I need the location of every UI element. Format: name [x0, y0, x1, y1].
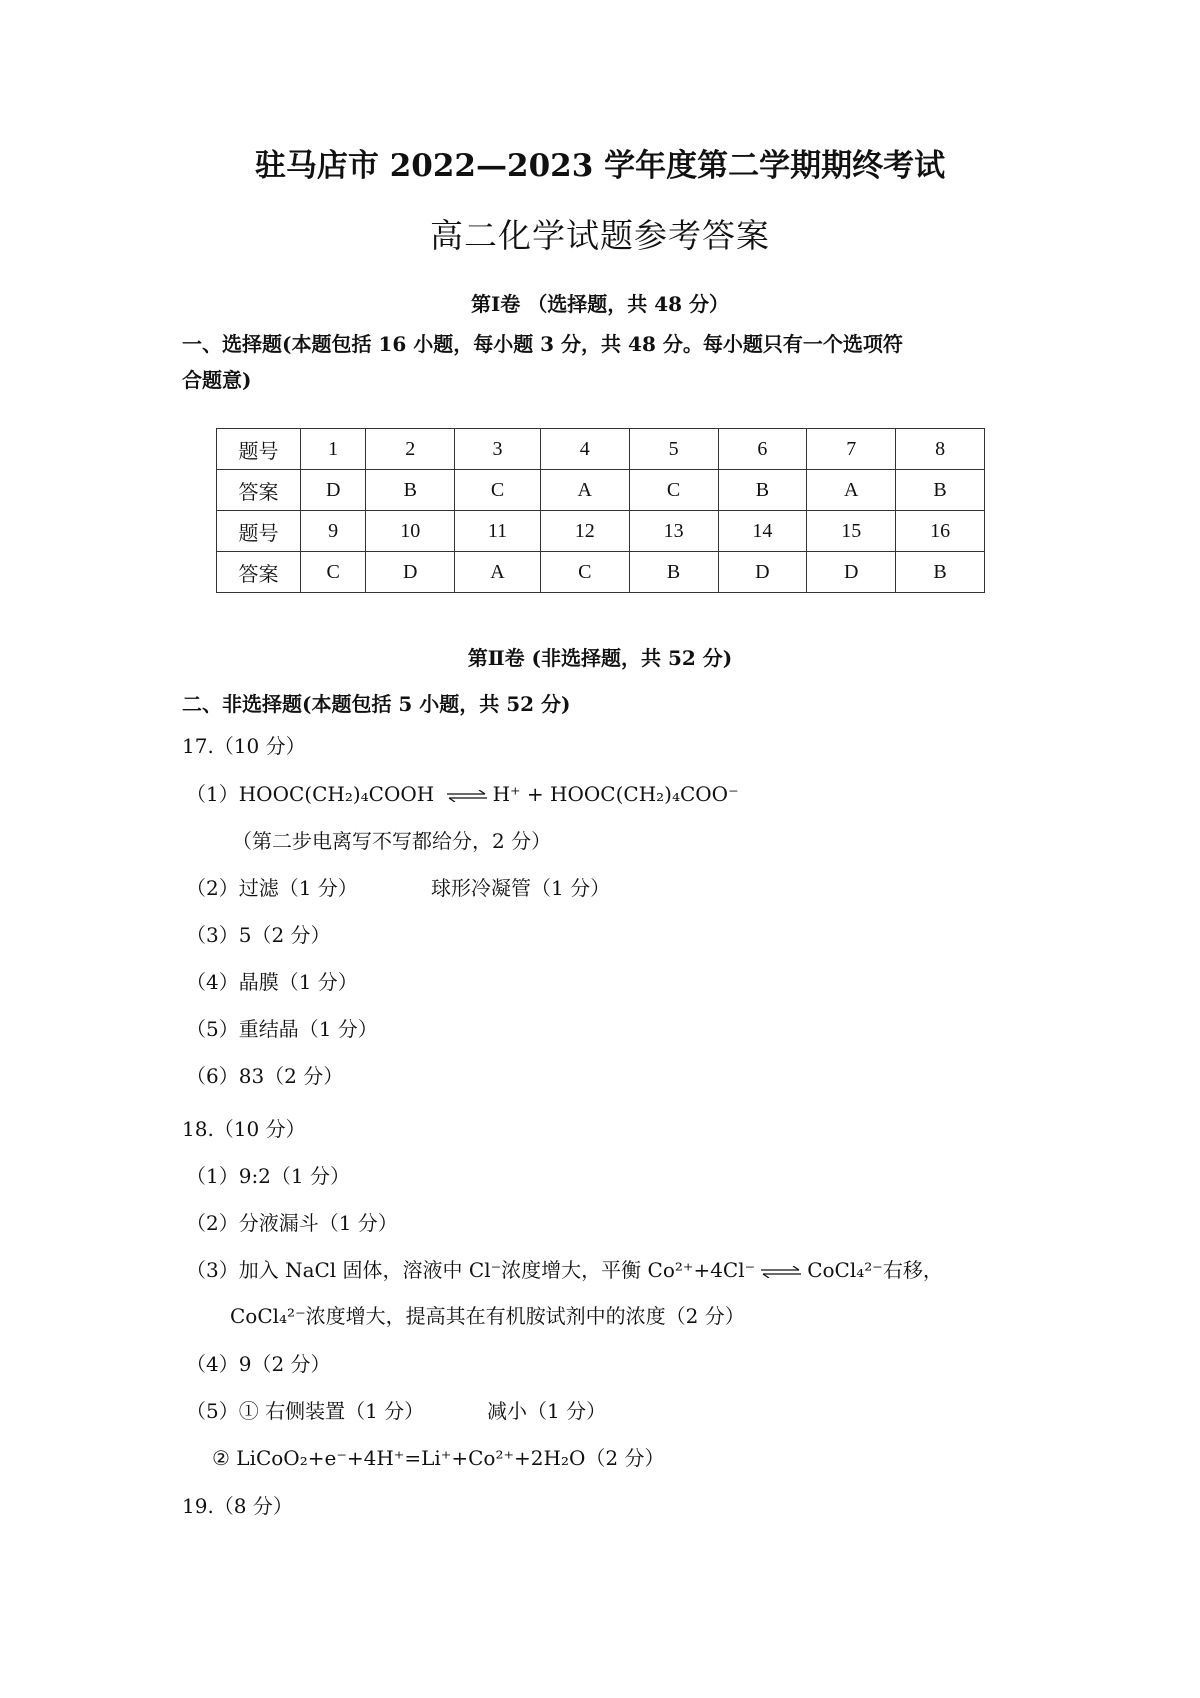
q17-a1-eq-right: HOOC(CH₂)₄COO⁻: [550, 782, 739, 806]
row-label-question: 题号: [217, 511, 301, 552]
question-cell: 12: [540, 511, 629, 552]
answer-cell: B: [896, 552, 985, 593]
q18-answer-2: （2）分液漏斗（1 分）: [186, 1211, 398, 1235]
table-row-answer: [217, 470, 985, 511]
answer-cell: A: [455, 552, 541, 593]
answer-cell: C: [301, 552, 366, 593]
q17-a1-eq-left: HOOC(CH₂)₄COOH: [238, 782, 435, 806]
q18-answer-4: （4）9（2 分）: [186, 1352, 331, 1376]
answer-cell: C: [540, 552, 629, 593]
row-label-answer: 答案: [217, 552, 301, 593]
q17-answer-2b: 球形冷凝管（1 分）: [431, 876, 611, 900]
q17-label: 17.（10 分）: [182, 734, 306, 758]
answer-cell: D: [301, 470, 366, 511]
table-row-question: [217, 511, 985, 552]
answer-cell: B: [366, 470, 455, 511]
answer-cell: A: [540, 470, 629, 511]
table-row-question: [217, 429, 985, 470]
part2-heading: 第Ⅱ卷 (非选择题，共 52 分): [467, 646, 733, 670]
question-cell: 4: [540, 429, 629, 470]
q18-answer-5-1b: 减小（1 分）: [487, 1399, 607, 1423]
q17-answer-1: [186, 778, 739, 807]
question-cell: 13: [629, 511, 718, 552]
question-cell: 5: [629, 429, 718, 470]
row-label-question: 题号: [217, 429, 301, 470]
question-cell: 14: [718, 511, 807, 552]
equilibrium-arrow-icon: [445, 790, 489, 802]
section2-title: 二、非选择题(本题包括 5 小题，共 52 分): [182, 692, 571, 716]
q17-a1-eq-h: H⁺ +: [492, 782, 551, 806]
q17-answer-2a: （2）过滤（1 分）: [186, 876, 358, 900]
question-cell: 10: [366, 511, 455, 552]
q18-label: 18.（10 分）: [182, 1117, 306, 1141]
answer-cell: C: [629, 470, 718, 511]
question-cell: 8: [896, 429, 985, 470]
q18-a3-text-b: CoCl₄²⁻右移，: [807, 1258, 943, 1282]
answer-cell: B: [629, 552, 718, 593]
part1-heading: 第Ⅰ卷 （选择题，共 48 分）: [470, 292, 730, 316]
answer-cell: D: [807, 552, 896, 593]
question-cell: 6: [718, 429, 807, 470]
q19-label: 19.（8 分）: [182, 1494, 293, 1518]
answer-cell: A: [807, 470, 896, 511]
exam-title: 驻马店市 2022—2023 学年度第二学期期终考试: [254, 148, 946, 184]
question-cell: 7: [807, 429, 896, 470]
answer-cell: D: [718, 552, 807, 593]
section1-title-line1: 一、选择题(本题包括 16 小题，每小题 3 分，共 48 分。每小题只有一个选项符: [182, 332, 903, 356]
q17-a1-prefix: （1）: [186, 782, 239, 806]
q17-answer-3: （3）5（2 分）: [186, 923, 331, 947]
q17-answer-4: （4）晶膜（1 分）: [186, 970, 358, 994]
q18-answer-3-line2: CoCl₄²⁻浓度增大，提高其在有机胺试剂中的浓度（2 分）: [230, 1304, 745, 1328]
exam-subtitle: 高二化学试题参考答案: [430, 216, 770, 255]
answer-cell: B: [718, 470, 807, 511]
q18-answer-5-1a: （5）① 右侧装置（1 分）: [186, 1399, 425, 1423]
q18-answer-1: （1）9:2（1 分）: [186, 1164, 350, 1188]
question-cell: 16: [896, 511, 985, 552]
q18-answer-3-line1: [186, 1254, 943, 1283]
equilibrium-arrow-icon: [759, 1266, 803, 1278]
question-cell: 1: [301, 429, 366, 470]
answer-cell: D: [366, 552, 455, 593]
table-row-answer: [217, 552, 985, 593]
answer-cell: C: [455, 470, 541, 511]
question-cell: 2: [366, 429, 455, 470]
question-cell: 15: [807, 511, 896, 552]
question-cell: 3: [455, 429, 541, 470]
q18-a3-text-a: （3）加入 NaCl 固体，溶液中 Cl⁻浓度增大，平衡 Co²⁺+4Cl⁻: [186, 1258, 756, 1282]
q17-answer-5: （5）重结晶（1 分）: [186, 1017, 378, 1041]
row-label-answer: 答案: [217, 470, 301, 511]
question-cell: 11: [455, 511, 541, 552]
question-cell: 9: [301, 511, 366, 552]
q17-a1-note: （第二步电离写不写都给分，2 分）: [232, 829, 552, 853]
q18-answer-5-2: ② LiCoO₂+e⁻+4H⁺=Li⁺+Co²⁺+2H₂O（2 分）: [212, 1446, 665, 1470]
q17-answer-6: （6）83（2 分）: [186, 1064, 344, 1088]
section1-title-line2: 合题意): [182, 368, 252, 392]
answer-cell: B: [896, 470, 985, 511]
answer-table: [216, 428, 985, 593]
